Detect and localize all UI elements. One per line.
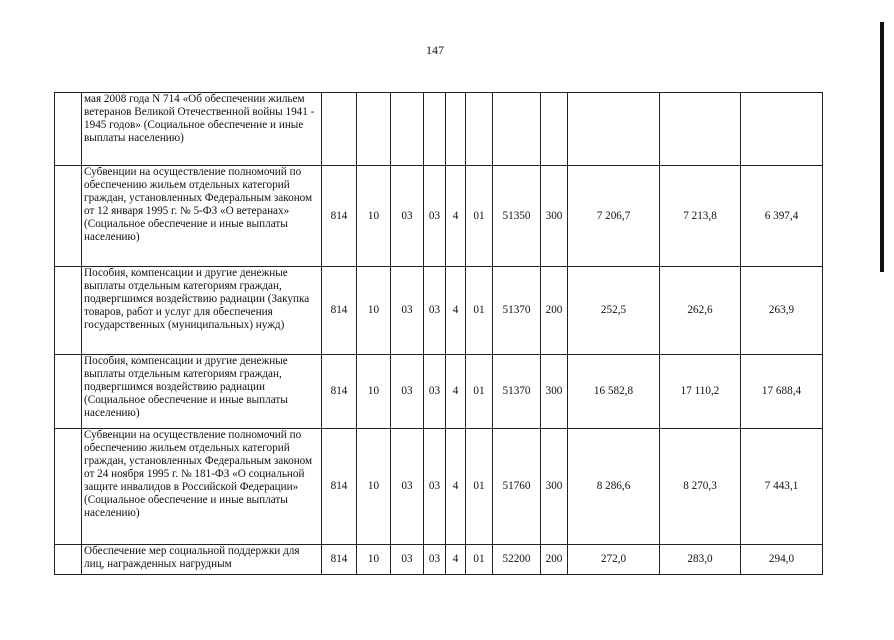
subsection-code: 03 bbox=[391, 166, 424, 267]
table-row bbox=[55, 429, 823, 545]
row-marker-cell bbox=[55, 545, 82, 575]
direction-code: 52200 bbox=[493, 545, 541, 575]
budget-table bbox=[54, 92, 823, 575]
row-description: Субвенции на осуществление полномочий по обеспечению жильем отдельных категорий граждан, установленных Федеральным законом от 12 января 1995 г. № 5-ФЗ «О ветеранах» (Социальное обеспечение и иные выплаты населению) bbox=[82, 166, 322, 267]
main-event-code: 01 bbox=[466, 267, 493, 355]
table-row bbox=[55, 93, 823, 166]
budget-table-body bbox=[55, 93, 823, 575]
direction-code bbox=[493, 93, 541, 166]
program-code bbox=[424, 93, 446, 166]
subsection-code: 03 bbox=[391, 545, 424, 575]
amount-year-3: 6 397,4 bbox=[741, 166, 823, 267]
program-code: 03 bbox=[424, 545, 446, 575]
row-description: Пособия, компенсации и другие денежные выплаты отдельным категориям граждан, подвергшимся воздействию радиации (Социальное обеспечение и иные выплаты населению) bbox=[82, 355, 322, 429]
row-marker-cell bbox=[55, 93, 82, 166]
row-description: Пособия, компенсации и другие денежные выплаты отдельным категориям граждан, подвергшимся воздействию радиации (Закупка товаров, работ и услуг для обеспечения государственных (муниципальных) нужд) bbox=[82, 267, 322, 355]
type-code: 4 bbox=[446, 355, 466, 429]
amount-year-2: 283,0 bbox=[660, 545, 741, 575]
type-code: 4 bbox=[446, 267, 466, 355]
ministry-code: 814 bbox=[322, 545, 357, 575]
main-event-code: 01 bbox=[466, 545, 493, 575]
direction-code: 51350 bbox=[493, 166, 541, 267]
scan-edge-mark bbox=[880, 22, 884, 272]
expense-type-code: 200 bbox=[541, 267, 568, 355]
expense-type-code: 200 bbox=[541, 545, 568, 575]
section-code: 10 bbox=[357, 429, 391, 545]
row-description: Обеспечение мер социальной поддержки для лиц, награжденных нагрудным bbox=[82, 545, 322, 575]
section-code: 10 bbox=[357, 355, 391, 429]
amount-year-1: 16 582,8 bbox=[568, 355, 660, 429]
row-marker-cell bbox=[55, 267, 82, 355]
amount-year-3: 17 688,4 bbox=[741, 355, 823, 429]
type-code: 4 bbox=[446, 545, 466, 575]
table-row bbox=[55, 545, 823, 575]
subsection-code: 03 bbox=[391, 355, 424, 429]
subsection-code bbox=[391, 93, 424, 166]
table-row bbox=[55, 267, 823, 355]
main-event-code: 01 bbox=[466, 429, 493, 545]
amount-year-3: 263,9 bbox=[741, 267, 823, 355]
type-code: 4 bbox=[446, 166, 466, 267]
type-code bbox=[446, 93, 466, 166]
expense-type-code: 300 bbox=[541, 429, 568, 545]
amount-year-1: 7 206,7 bbox=[568, 166, 660, 267]
amount-year-3: 294,0 bbox=[741, 545, 823, 575]
main-event-code bbox=[466, 93, 493, 166]
section-code: 10 bbox=[357, 545, 391, 575]
row-description: Субвенции на осуществление полномочий по обеспечению жильем отдельных категорий граждан, установленных Федеральным законом от 24 ноября 1995 г. № 181-ФЗ «О социальной защите инвалидов в Российской Федерации» (Социальное обеспечение и иные выплаты населению) bbox=[82, 429, 322, 545]
ministry-code: 814 bbox=[322, 429, 357, 545]
section-code: 10 bbox=[357, 267, 391, 355]
page-number: 147 bbox=[426, 43, 444, 57]
table-row bbox=[55, 166, 823, 267]
amount-year-3 bbox=[741, 93, 823, 166]
amount-year-2: 17 110,2 bbox=[660, 355, 741, 429]
direction-code: 51370 bbox=[493, 267, 541, 355]
amount-year-1: 8 286,6 bbox=[568, 429, 660, 545]
main-event-code: 01 bbox=[466, 355, 493, 429]
amount-year-2: 8 270,3 bbox=[660, 429, 741, 545]
amount-year-1: 272,0 bbox=[568, 545, 660, 575]
subsection-code: 03 bbox=[391, 267, 424, 355]
amount-year-2: 262,6 bbox=[660, 267, 741, 355]
row-marker-cell bbox=[55, 429, 82, 545]
program-code: 03 bbox=[424, 166, 446, 267]
ministry-code: 814 bbox=[322, 267, 357, 355]
subsection-code: 03 bbox=[391, 429, 424, 545]
amount-year-1 bbox=[568, 93, 660, 166]
program-code: 03 bbox=[424, 355, 446, 429]
row-marker-cell bbox=[55, 166, 82, 267]
amount-year-2: 7 213,8 bbox=[660, 166, 741, 267]
main-event-code: 01 bbox=[466, 166, 493, 267]
ministry-code: 814 bbox=[322, 355, 357, 429]
section-code bbox=[357, 93, 391, 166]
ministry-code: 814 bbox=[322, 166, 357, 267]
program-code: 03 bbox=[424, 267, 446, 355]
direction-code: 51760 bbox=[493, 429, 541, 545]
expense-type-code: 300 bbox=[541, 166, 568, 267]
section-code: 10 bbox=[357, 166, 391, 267]
expense-type-code: 300 bbox=[541, 355, 568, 429]
expense-type-code bbox=[541, 93, 568, 166]
program-code: 03 bbox=[424, 429, 446, 545]
row-description: мая 2008 года N 714 «Об обеспечении жильем ветеранов Великой Отечественной войны 1941 - 1945 годов» (Социальное обеспечение и иные выплаты населению) bbox=[82, 93, 322, 166]
row-marker-cell bbox=[55, 355, 82, 429]
type-code: 4 bbox=[446, 429, 466, 545]
table-row bbox=[55, 355, 823, 429]
amount-year-1: 252,5 bbox=[568, 267, 660, 355]
amount-year-2 bbox=[660, 93, 741, 166]
direction-code: 51370 bbox=[493, 355, 541, 429]
amount-year-3: 7 443,1 bbox=[741, 429, 823, 545]
ministry-code bbox=[322, 93, 357, 166]
